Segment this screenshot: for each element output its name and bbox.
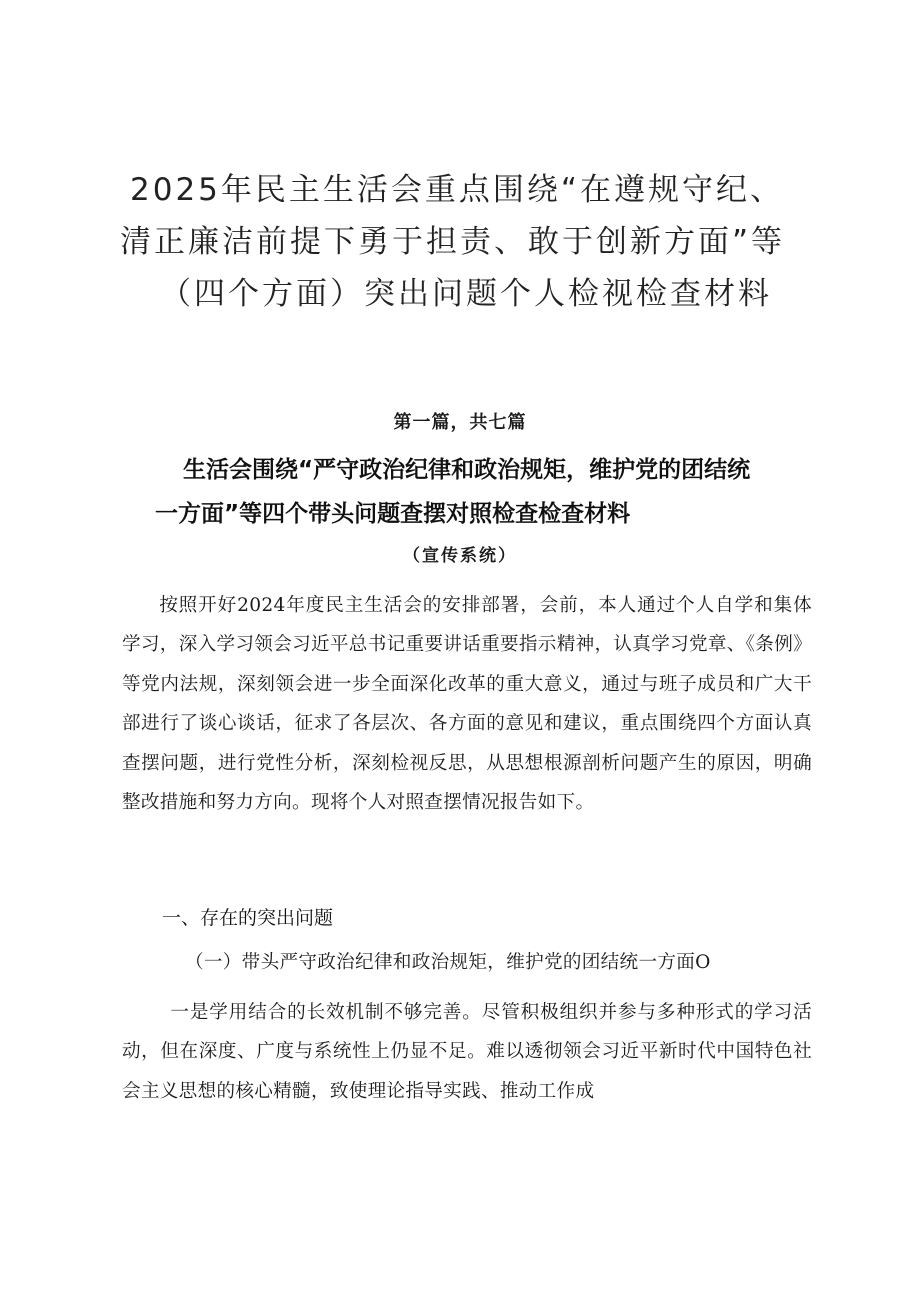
body-paragraph: 一是学用结合的长效机制不够完善。尽管积极组织并参与多种形式的学习活动，但在深度、广度与系统性上仍显不足。难以透彻领会习近平新时代中国特色社会主义思想的核心精髓，致使理论指导实践、推动工作成 — [122, 1002, 812, 1102]
intro-paragraph: 按照开好2024年度民主生活会的安排部署，会前，本人通过个人自学和集体学习，深入学习领会习近平总书记重要讲话重要指示精神，认真学习党章、《条例》等党内法规，深刻领会进一步全面深化改革的重大意义，通过与班子成员和广大干部进行了谈心谈话，征求了各层次、各方面的意见和建议，重点围绕四个方面认真查摆问题，进行党性分析，深刻检视反思，从思想根源剖析问题产生的原因，明确整改措施和努力方向。现将个人对照查摆情况报告如下。 — [122, 595, 812, 814]
department-label: （宣传系统） — [403, 546, 517, 566]
main-title-line-2: 清正廉洁前提下勇于担责、敢于创新方面”等 — [120, 224, 786, 260]
sub-title-line-1: 生活会围绕“严守政治纪律和政治规矩，维护党的团结统 — [183, 457, 751, 483]
sub-heading: （一）带头严守政治纪律和政治规矩，维护党的团结统一方面O — [185, 952, 711, 973]
main-title-line-1: 2025年民主生活会重点围绕“在遵规守纪、 — [130, 172, 784, 208]
main-title-line-3: （四个方面）突出问题个人检视检查材料 — [160, 276, 772, 312]
section-heading: 一、存在的突出问题 — [162, 907, 334, 929]
part-label: 第一篇，共七篇 — [393, 412, 527, 433]
sub-title-line-2: 一方面”等四个带头问题查摆对照检查检查材料 — [155, 501, 631, 527]
